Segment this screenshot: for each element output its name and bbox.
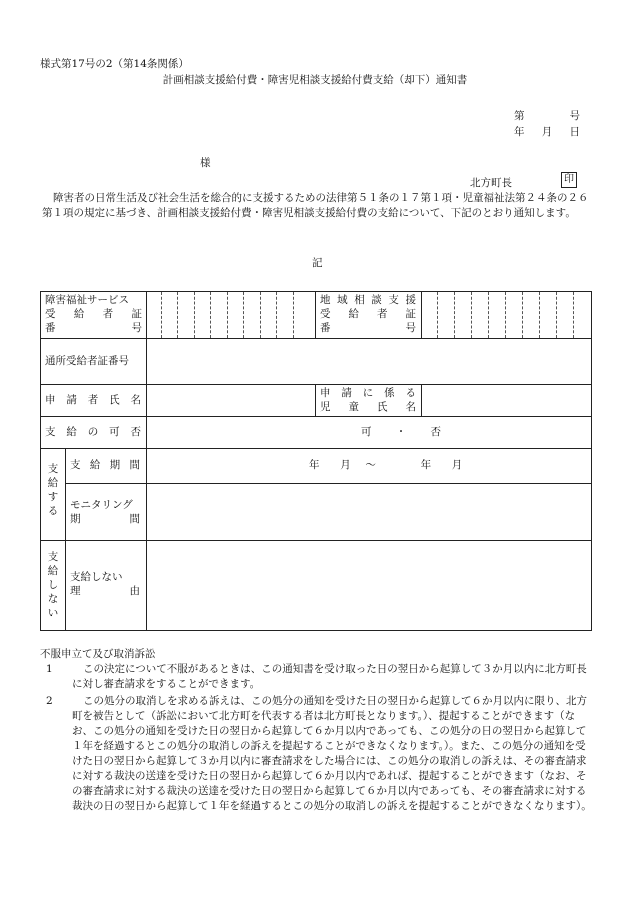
char: る [405, 387, 416, 399]
date-year: 年 [514, 126, 525, 138]
recipient-honorific: 様 [200, 157, 211, 169]
char: 番 [45, 322, 56, 334]
char: 間 [129, 513, 140, 525]
char: の [87, 426, 99, 438]
info-table [40, 291, 592, 631]
char: 証 [405, 308, 416, 320]
char: 相 [354, 294, 365, 306]
char: 番 [320, 322, 331, 334]
char: 請 [341, 387, 352, 399]
char: 期 [70, 513, 81, 525]
char: 可 [109, 426, 120, 438]
period-label [70, 458, 140, 472]
number-dai: 第 [514, 110, 525, 122]
char: 援 [405, 294, 416, 306]
char: 談 [371, 294, 382, 306]
reason-line2 [70, 584, 140, 598]
char: 者 [102, 308, 114, 320]
seal-box: 印 [561, 172, 577, 188]
char: 理 [70, 585, 81, 597]
service-number-label-line1: 障害福祉サービス [45, 294, 129, 306]
document-title: 計画相談支援給付費・障害児相談支援給付費支給（却下）通知書 [162, 74, 468, 86]
char: 給 [66, 426, 77, 438]
body-text: 障害者の日常生活及び社会生活を総合的に支援するための法律第５１条の１７第１項・児童福祉法第２４条の２６第１項の規定に基づき、計画相談支援給付費・障害児相談支援給付費の支給について、下記のとおり通知します。 [42, 192, 589, 219]
char: 支 [45, 426, 56, 438]
char: 受 [45, 308, 56, 320]
document-date [514, 124, 580, 139]
char: 支 [388, 294, 399, 306]
char: 給 [348, 308, 359, 320]
issuer: 北方町長 [470, 177, 512, 189]
reason-label [70, 570, 140, 598]
number-go: 号 [569, 110, 580, 122]
period-month1: 月 [340, 459, 351, 471]
applicant-name-label [45, 393, 141, 407]
monitoring-line1: モニタリング [70, 499, 133, 511]
period-value [309, 458, 469, 472]
monitoring-line2 [70, 512, 140, 526]
note-number: 2 [46, 695, 53, 707]
period-year1: 年 [309, 459, 320, 471]
period-month2: 月 [451, 459, 463, 471]
separator: ・ [395, 426, 407, 438]
ki-heading: 記 [312, 257, 323, 269]
char: 由 [129, 585, 140, 597]
char: 号 [131, 322, 142, 334]
approval-value [361, 425, 441, 439]
child-label-line1 [320, 386, 416, 400]
char: 域 [337, 294, 348, 306]
shikyu-suru-label: 支給する [47, 463, 59, 517]
service-number-label [45, 293, 142, 335]
char: 者 [377, 308, 388, 320]
char: 間 [129, 459, 140, 471]
deny-option: 否 [430, 426, 441, 438]
char: 童 [348, 401, 359, 413]
char: 氏 [377, 401, 388, 413]
char: に [362, 387, 374, 399]
service-number-label-line2 [45, 307, 142, 321]
char: 号 [405, 322, 416, 334]
note-text: この決定について不服があるときは、この通知書を受け取った日の翌日から起算して３か月以内に北方町長に対し審査請求をすることができます。 [72, 663, 587, 690]
tsusho-number-label: 通所受給者証番号 [45, 355, 129, 367]
note-item [42, 662, 594, 692]
note-item [42, 694, 594, 814]
approval-label [45, 425, 141, 439]
form-number: 様式第17号の2（第14条関係） [40, 58, 189, 70]
char: 申 [320, 387, 331, 399]
char: 受 [320, 308, 331, 320]
char: 氏 [109, 394, 120, 406]
char: 者 [87, 394, 99, 406]
char: 給 [89, 459, 101, 471]
char: 給 [73, 308, 85, 320]
period-tilde: ～ [365, 459, 376, 471]
char: 名 [130, 394, 141, 406]
service-number-label-line3 [45, 321, 142, 335]
approve-option: 可 [361, 426, 372, 438]
char: 証 [131, 308, 142, 320]
chiiki-label-line2 [320, 307, 416, 321]
notes-heading: 不服申立て及び取消訴訟 [40, 648, 156, 660]
reason-line1: 支給しない [70, 571, 123, 583]
char: 支 [70, 459, 81, 471]
note-number: 1 [46, 663, 53, 675]
char: 名 [405, 401, 416, 413]
chiiki-label-line1 [320, 293, 416, 307]
char: 申 [45, 394, 56, 406]
char: 児 [320, 401, 331, 413]
period-year2: 年 [420, 459, 432, 471]
char: 否 [130, 426, 141, 438]
document-number [514, 108, 580, 123]
monitoring-label [70, 498, 140, 526]
chiiki-number-label [320, 293, 416, 335]
child-name-label [320, 386, 416, 414]
char: 地 [320, 294, 331, 306]
char: 請 [66, 394, 77, 406]
note-text: この処分の取消しを求める訴えは、この処分の通知を受けた日の翌日から起算して６か月以内に限り、北方町を被告として（訴訟において北方町を代表する者は北方町長となります。）、提起することができます（なお、この処分の通知を受けた日の翌日から起算して６か月以内であっても、この処分の日の翌日から起算して１年を経過するとこの処分の取消しの訴えを提起することができなくなります。）。また、この処分の通知を受けた日の翌日から起算して３か月以内に審査請求をした場合には、この処分の取消しの訴えは、その審査請求に対する裁決の送達を受けた日の翌日から起算して６か月以内であれば、提起することができます（なお、その審査請求に対する裁決の送達を受けた日の翌日から起算して６か月以内であっても、その審査請求に対する裁決の日の翌日から起算して１年を経過するとこの処分の取消しの訴えを提起することができなくなります）。 [72, 695, 592, 812]
char: 期 [109, 459, 121, 471]
char: 係 [384, 387, 395, 399]
shikyu-shinai-label: 支給しない [47, 551, 59, 619]
date-day: 日 [569, 126, 580, 138]
date-month: 月 [541, 126, 553, 138]
child-label-line2 [320, 400, 416, 414]
chiiki-label-line3 [320, 321, 416, 335]
